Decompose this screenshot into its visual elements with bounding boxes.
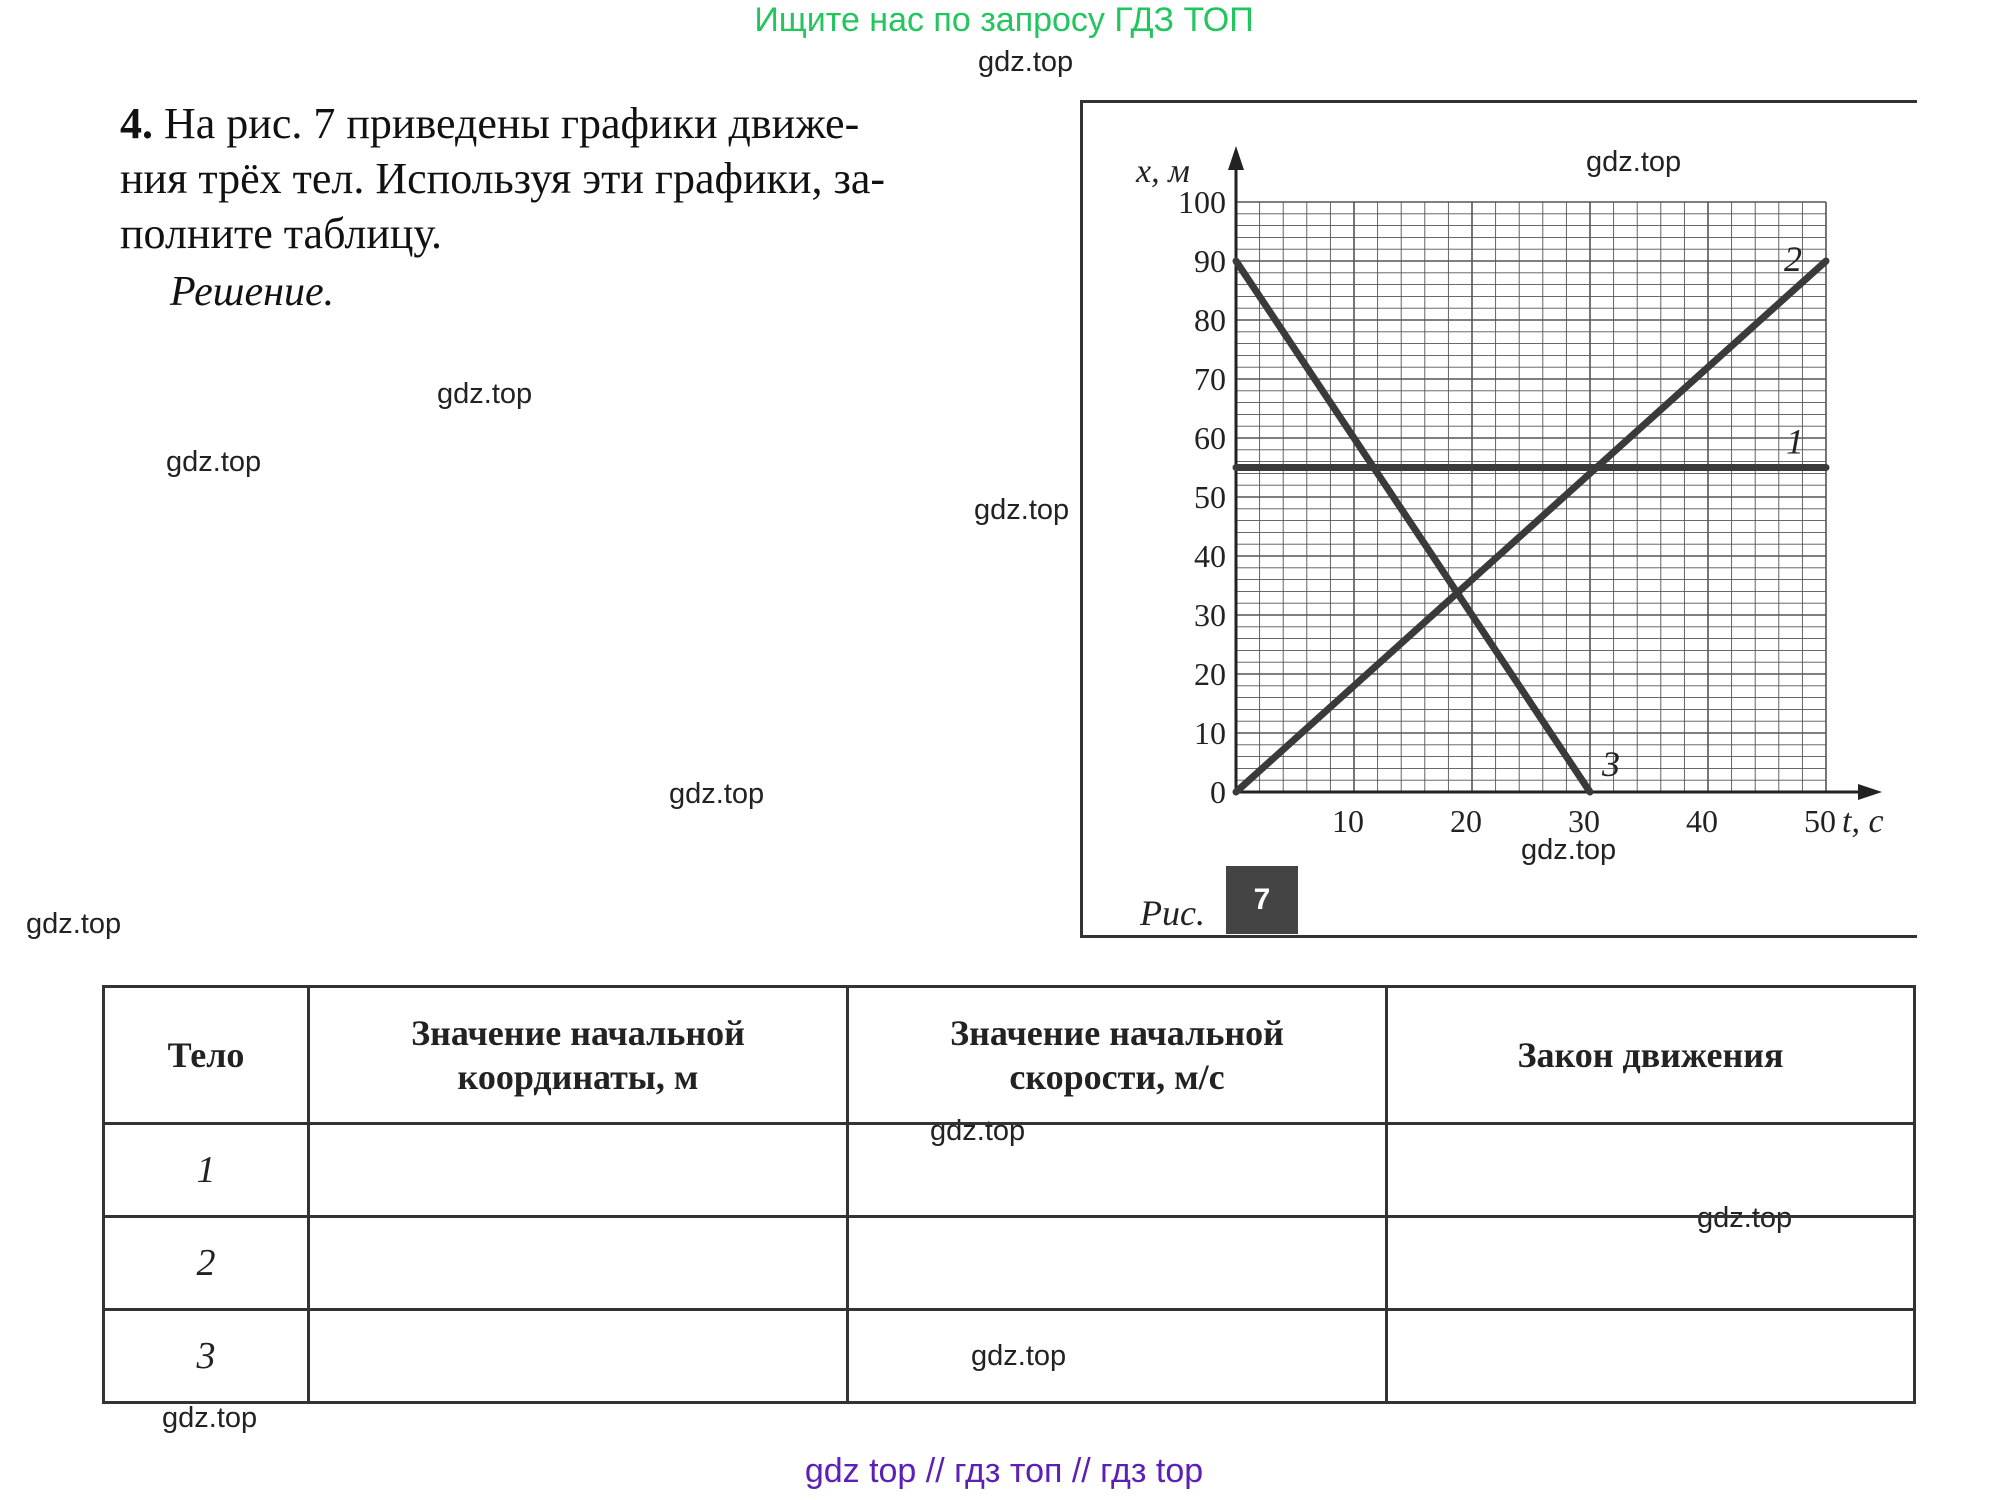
table-row (104, 1217, 1915, 1310)
answer-table (102, 985, 1916, 1404)
table-row (104, 1310, 1915, 1403)
header-line: координаты, м (457, 1057, 699, 1097)
y-tick-label: 30 (1194, 597, 1226, 633)
task-number: 4. (120, 99, 153, 148)
task-text (120, 96, 1020, 261)
y-tick-label: 60 (1194, 420, 1226, 456)
header-body (104, 987, 309, 1124)
y-tick-label: 40 (1194, 538, 1226, 574)
task-line-3: полните таблицу. (120, 209, 443, 258)
x-tick-label: 10 (1332, 803, 1364, 839)
x-tick-label: 20 (1450, 803, 1482, 839)
watermark: gdz.top (978, 46, 1074, 78)
figure-caption: Рис. (1140, 893, 1205, 933)
cell-initial-velocity[interactable] (848, 1124, 1387, 1217)
search-hint-link[interactable]: Ищите нас по запросу ГДЗ ТОП (754, 1, 1254, 39)
cell-body: 2 (104, 1217, 309, 1310)
header-initial-velocity (848, 987, 1387, 1124)
header-initial-coordinate (309, 987, 848, 1124)
table-header-row (104, 987, 1915, 1124)
y-tick-label: 20 (1194, 656, 1226, 692)
y-tick-label: 10 (1194, 715, 1226, 751)
task-line-2: ния трёх тел. Используя эти графики, за- (120, 154, 886, 203)
header-body-line: Тело (167, 1035, 245, 1075)
watermark: gdz.top (1586, 146, 1682, 178)
cell-initial-velocity[interactable] (848, 1217, 1387, 1310)
header-line: Закон движения (1517, 1035, 1784, 1075)
watermark: gdz.top (1697, 1202, 1793, 1234)
x-axis-arrow (1858, 784, 1882, 800)
watermark: gdz.top (162, 1402, 258, 1434)
task-line-1: На рис. 7 приведены графики движе- (164, 99, 860, 148)
watermark: gdz.top (166, 446, 262, 478)
y-tick-label: 80 (1194, 302, 1226, 338)
cell-motion-law[interactable] (1387, 1310, 1915, 1403)
figure-number-badge: 7 (1226, 866, 1298, 934)
watermark: gdz.top (930, 1115, 1026, 1147)
header-line: Значение начальной (411, 1013, 745, 1053)
y-tick-label: 0 (1210, 774, 1226, 810)
cell-initial-coordinate[interactable] (309, 1310, 848, 1403)
x-tick-label: 50 (1804, 803, 1836, 839)
motion-chart (1090, 140, 1920, 860)
table-row (104, 1124, 1915, 1217)
cell-initial-coordinate[interactable] (309, 1124, 848, 1217)
y-tick-label: 50 (1194, 479, 1226, 515)
x-tick-label: 30 (1568, 803, 1600, 839)
watermark: gdz.top (437, 378, 533, 410)
header-line: скорости, м/с (1009, 1057, 1225, 1097)
series-label-1: 1 (1786, 421, 1804, 462)
cell-body: 3 (104, 1310, 309, 1403)
cell-motion-law[interactable] (1387, 1217, 1915, 1310)
y-tick-label: 90 (1194, 243, 1226, 279)
y-tick-label: 100 (1178, 184, 1226, 220)
series-label-3: 3 (1602, 744, 1620, 784)
cell-initial-coordinate[interactable] (309, 1217, 848, 1310)
cell-body: 1 (104, 1124, 309, 1217)
watermark: gdz.top (1521, 834, 1617, 866)
footer-links[interactable]: gdz top // гдз топ // гдз top (804, 1452, 1204, 1490)
y-axis-label: x, м (1136, 153, 1190, 190)
cell-initial-velocity[interactable] (848, 1310, 1387, 1403)
cell-motion-law[interactable] (1387, 1124, 1915, 1217)
header-motion-law (1387, 987, 1915, 1124)
watermark: gdz.top (26, 908, 122, 940)
watermark: gdz.top (974, 494, 1070, 526)
watermark: gdz.top (669, 778, 765, 810)
chart-series (1236, 261, 1826, 792)
solution-label: Решение. (170, 269, 335, 315)
header-line: Значение начальной (950, 1013, 1284, 1053)
watermark: gdz.top (971, 1340, 1067, 1372)
series-label-2: 2 (1784, 239, 1802, 279)
y-axis-arrow (1228, 146, 1244, 170)
series-line-3 (1236, 261, 1590, 792)
series-line-2 (1236, 261, 1826, 792)
x-tick-label: 40 (1686, 803, 1718, 839)
y-tick-label: 70 (1194, 361, 1226, 397)
x-axis-label: t, с (1842, 803, 1884, 840)
